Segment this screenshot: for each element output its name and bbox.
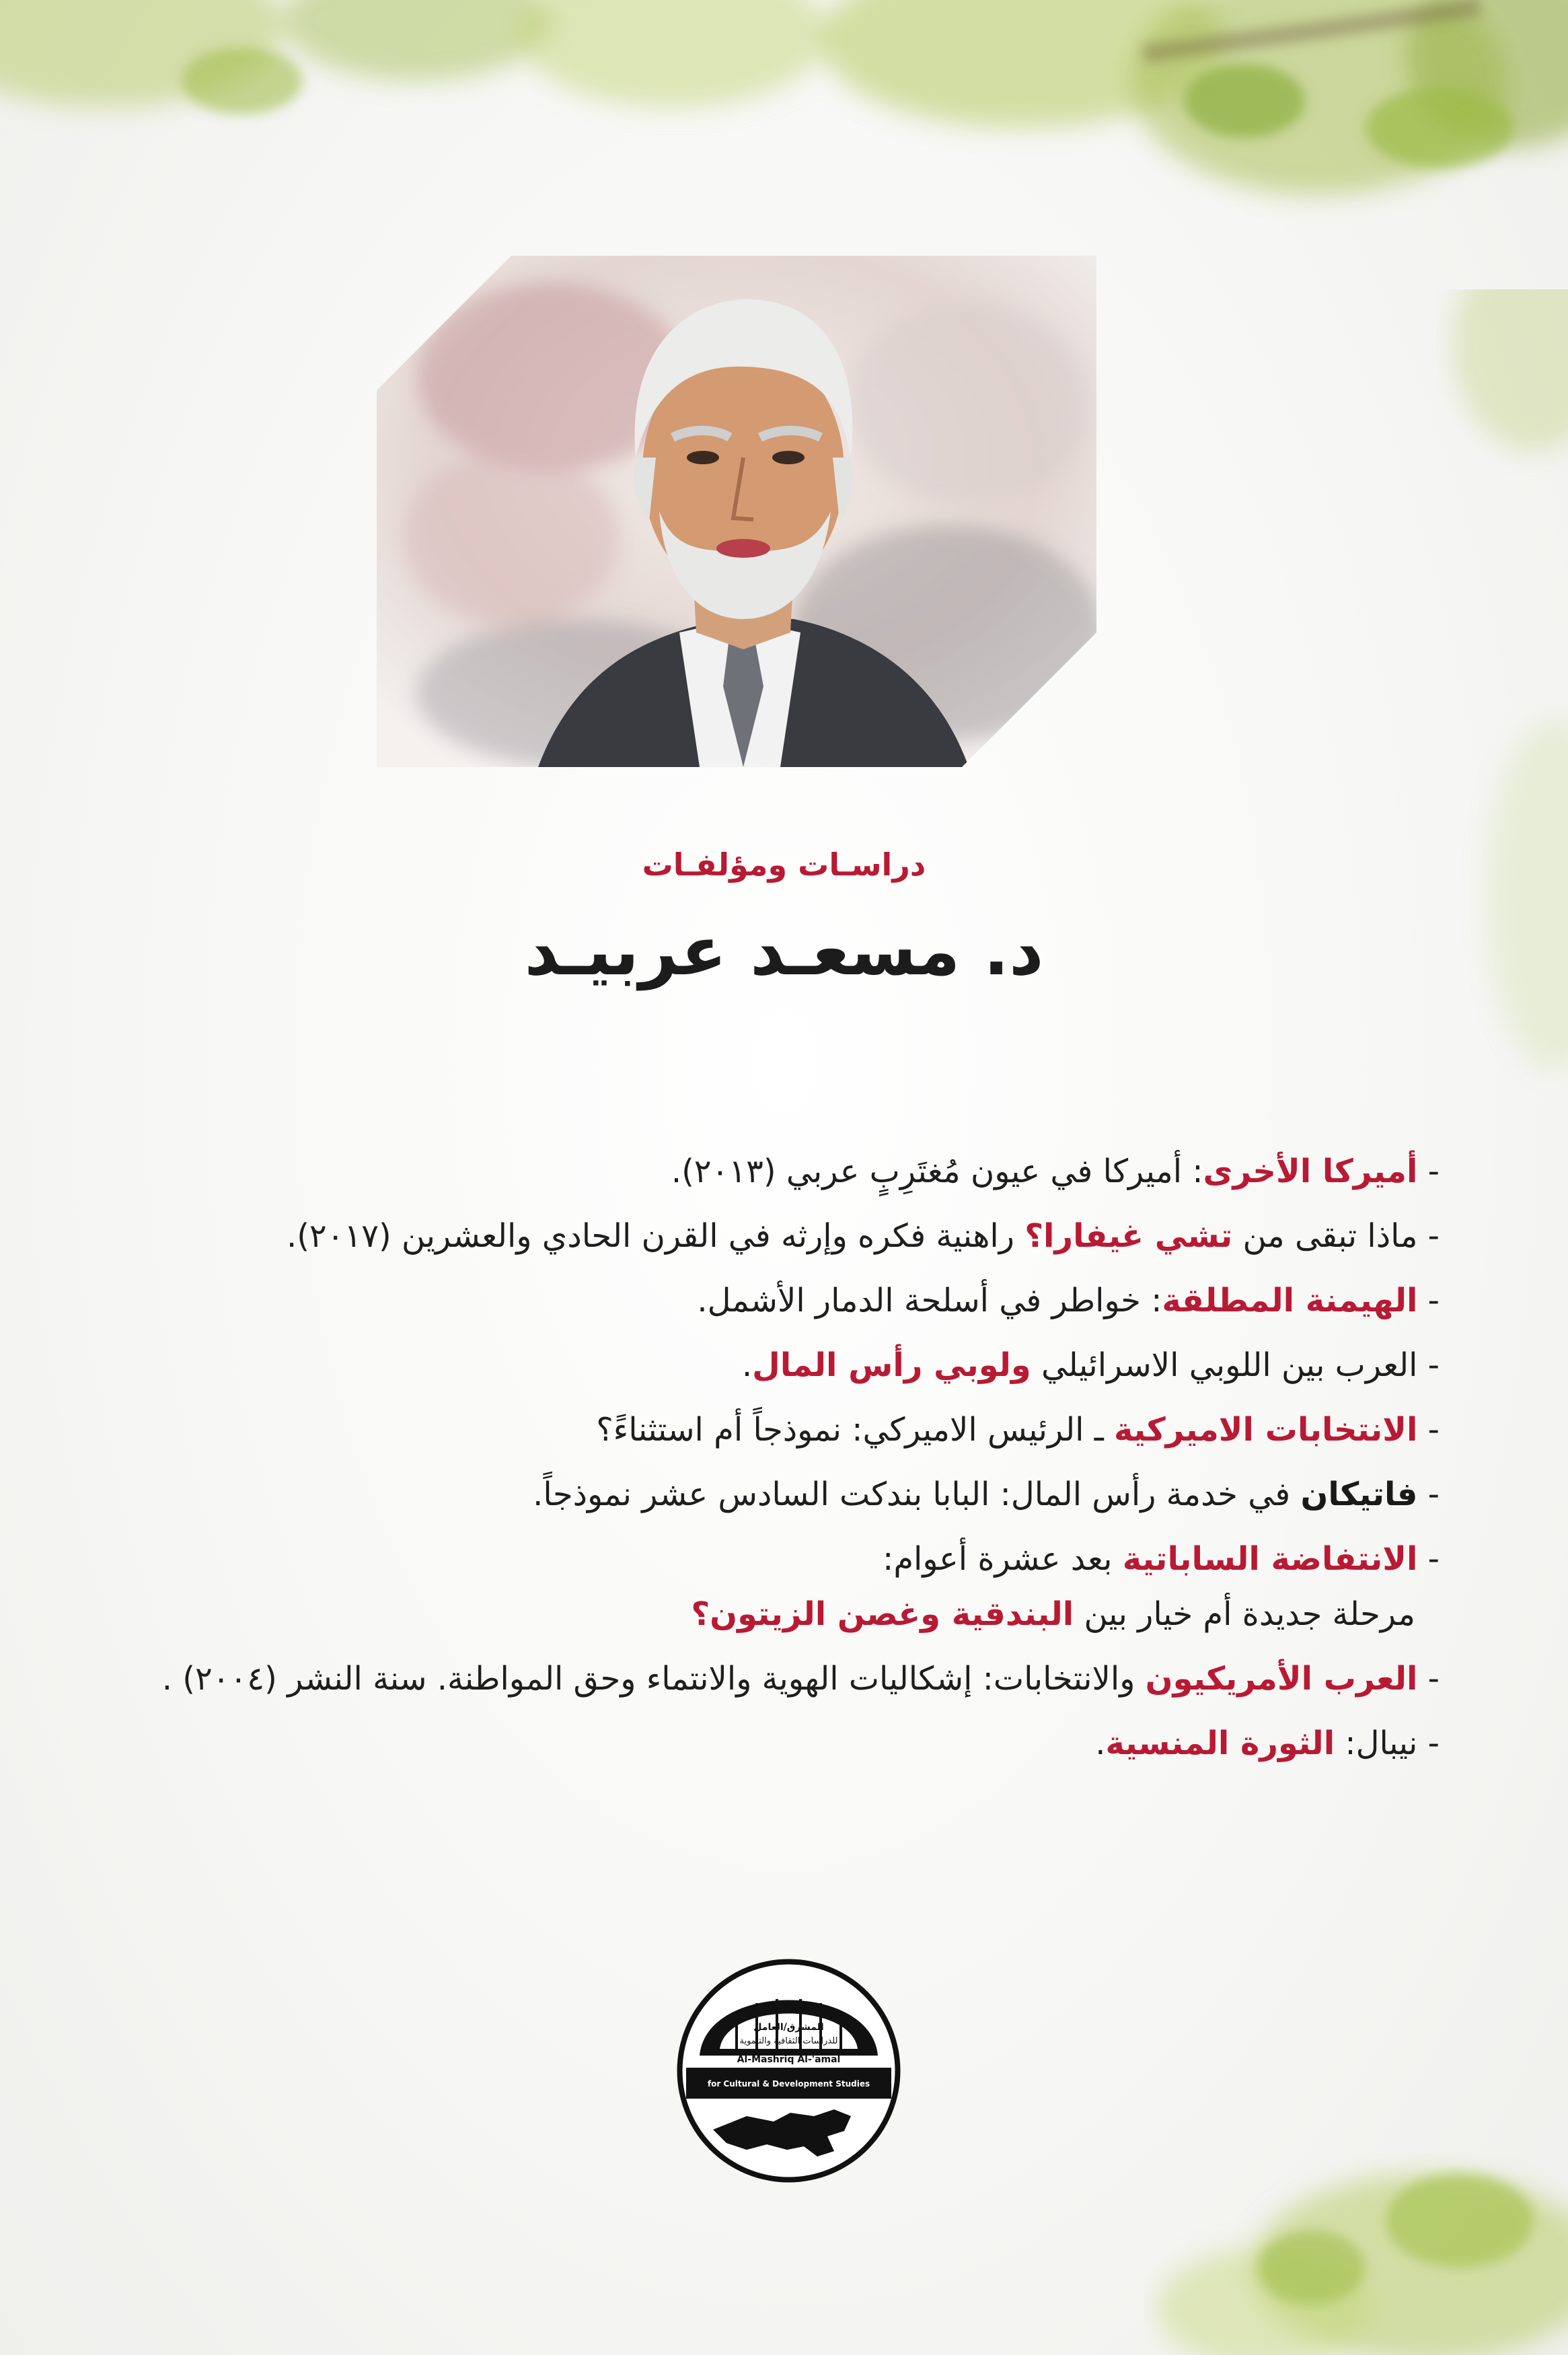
leaves-decoration-bottom	[1144, 2066, 1568, 2355]
section-subtitle: دراسـات ومؤلفـات	[642, 846, 926, 883]
list-item: - الانتفاضة الساباتية بعد عشرة أعوام: مرحلة جديدة أم خيار بين البندقية وغصن الزيتون؟	[691, 1540, 1440, 1633]
leaves-decoration-right	[1312, 289, 1568, 1231]
list-item: - أميركا الأخرى: أميركا في عيون مُغتَرِبٍ عربي (٢٠١٣).	[671, 1153, 1440, 1190]
works-list	[121, 1144, 1440, 1780]
publisher-logo	[673, 1955, 905, 2187]
publisher-name-ar-1: المشرق/العامل	[753, 2022, 824, 2033]
publisher-name-ar-2: للدراسات الثقافية والتنموية	[739, 2036, 838, 2046]
author-portrait	[377, 256, 1096, 767]
list-item: - العرب الأمريكيون والانتخابات: إشكاليات الهوية والانتماء وحق المواطنة. سنة النشر (٢٠٠٤) .	[161, 1660, 1440, 1698]
author-name: د. مسعـد عربيـد	[524, 912, 1044, 990]
list-item: - فاتيكان في خدمة رأس المال: البابا بندكت السادس عشر نموذجاً.	[533, 1476, 1440, 1513]
list-item: - ماذا تبقى من تشي غيفارا؟ راهنية فكره وإرثه في القرن الحادي والعشرين (٢٠١٧).	[286, 1217, 1440, 1255]
publisher-name-en-2: for Cultural & Development Studies	[707, 2079, 870, 2089]
list-item: - الهيمنة المطلقة: خواطر في أسلحة الدمار الأشمل.	[697, 1282, 1440, 1319]
list-item: - الانتخابات الاميركية ـ الرئيس الاميركي: نموذجاً أم استثناءً؟	[596, 1411, 1440, 1449]
publisher-name-en-1: Al-Mashriq Al-'amal	[737, 2054, 841, 2065]
list-item: - نيبال: الثورة المنسية.	[1095, 1725, 1440, 1762]
leaves-decoration-top	[0, 0, 1568, 289]
list-item: - العرب بين اللوبي الاسرائيلي ولوبي رأس المال.	[741, 1346, 1440, 1384]
